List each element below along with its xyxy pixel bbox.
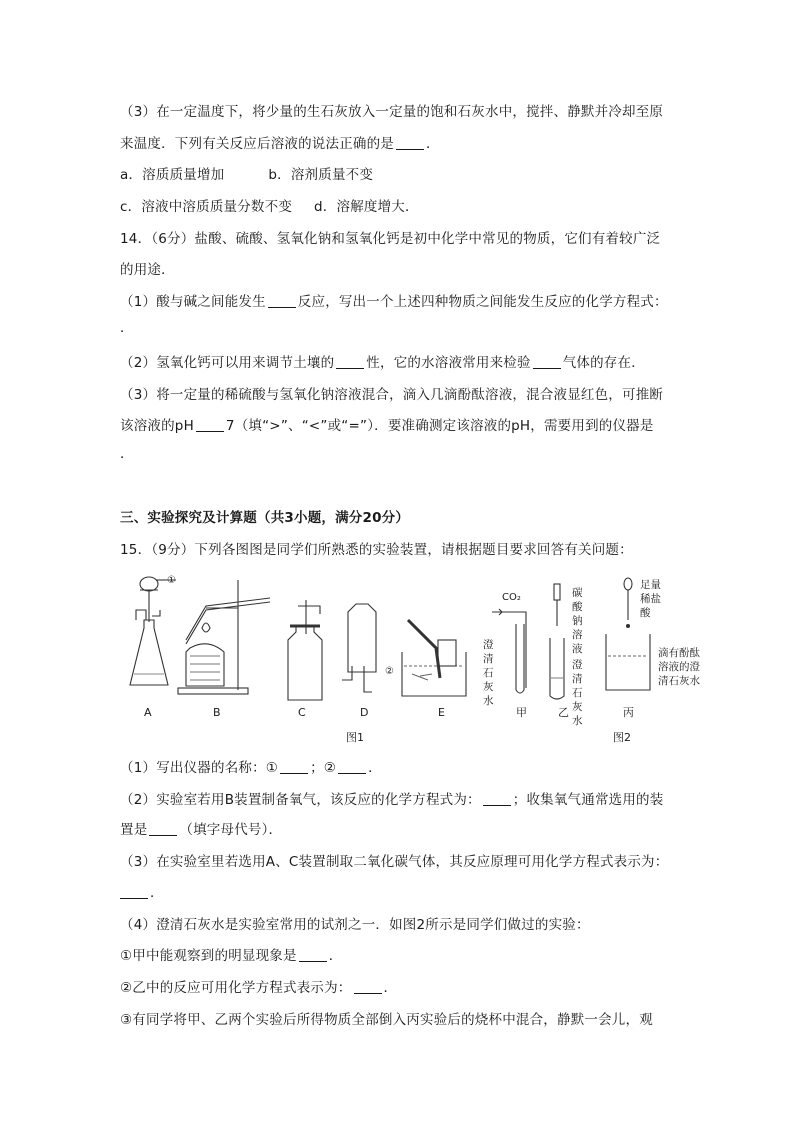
yi-dropper-label	[572, 586, 583, 655]
q15-part3-line1: （3）在实验室里若选用A、C装置制取二氧化碳气体，其反应原理可用化学方程式表示为：	[120, 854, 669, 870]
svg-text:足量: 足量	[640, 579, 661, 591]
svg-text:清石灰水: 清石灰水	[658, 675, 700, 687]
apparatus-b	[178, 580, 270, 694]
label-a: A	[144, 706, 152, 719]
svg-text:溶: 溶	[572, 629, 583, 641]
svg-text:灰: 灰	[572, 701, 583, 713]
apparatus-e	[402, 620, 466, 696]
label-b: B	[213, 706, 221, 719]
label-d: D	[360, 706, 369, 719]
q15-part3-line2	[120, 883, 164, 903]
answer-blank	[196, 417, 224, 432]
svg-text:溶液的澄: 溶液的澄	[658, 661, 700, 673]
figure2-caption: 图2	[613, 731, 631, 744]
q15-part4-i	[120, 946, 342, 966]
svg-text:灰: 灰	[483, 681, 494, 693]
svg-text:澄: 澄	[572, 659, 583, 671]
q15-part3-end: ．	[150, 885, 164, 901]
svg-text:石: 石	[572, 687, 583, 699]
q13-part3-line1: （3）在一定温度下，将少量的生石灰放入一定量的饱和石灰水中，搅拌、静默并冷却至原	[120, 104, 664, 120]
q14-stem-line2: 的用途．	[120, 262, 175, 278]
q14-part3-text2: 7（填“>”、“<”或“=”）．要准确测定该溶液的pH，需要用到的仪器是	[225, 418, 654, 434]
q14-part1-text2: 反应，写出一个上述四种物质之间能发生反应的化学方程式：	[297, 294, 668, 310]
svg-text:清: 清	[572, 673, 583, 685]
q15-part2-text4: （填字母代号）．	[179, 822, 283, 838]
q14-part1-text: （1）酸与碱之间能发生	[120, 294, 266, 310]
apparatus-a	[130, 577, 176, 685]
svg-text:石: 石	[483, 667, 494, 679]
co2-label: CO₂	[502, 592, 521, 603]
q15-part4-i-text: ①甲中能观察到的明显现象是	[120, 948, 297, 964]
answer-blank	[149, 821, 177, 836]
q13-option-d: d．溶解度增大．	[314, 199, 419, 215]
jia-reagent-label	[483, 639, 494, 707]
label-yi: 乙	[558, 706, 569, 719]
svg-text:滴有酚酞: 滴有酚酞	[658, 647, 700, 659]
svg-text:稀盐: 稀盐	[640, 593, 661, 605]
q15-part4-iii: ③有同学将甲、乙两个实验后所得物质全部倒入丙实验后的烧杯中混合，静默一会儿，观	[120, 1012, 653, 1028]
q15-part2-line1	[120, 790, 663, 810]
answer-blank	[268, 293, 296, 308]
q13-options-cd	[120, 197, 419, 217]
q14-part1-end: ．	[120, 320, 134, 336]
answer-blank	[396, 135, 424, 150]
answer-blank	[299, 947, 327, 962]
section3-heading: 三、实验探究及计算题（共3小题，满分20分）	[120, 510, 410, 526]
q13-part3-line2-text: 来温度．下列有关反应后溶液的说法正确的是	[120, 136, 394, 152]
answer-blank	[483, 791, 511, 806]
apparatus-jia	[492, 609, 526, 693]
figure1-caption: 图1	[346, 731, 364, 744]
svg-text:酸: 酸	[640, 607, 651, 619]
bing-dropper-label	[640, 579, 661, 619]
yi-tube-label	[572, 659, 583, 727]
q15-part4-ii-text: ②乙中的反应可用化学方程式表示为：	[120, 980, 352, 996]
q14-part3-line2	[120, 416, 654, 436]
label-c: C	[298, 706, 306, 719]
q15-part2-text: （2）实验室若用B装置制备氧气，该反应的化学方程式为：	[120, 792, 481, 808]
bing-beaker-label	[658, 646, 700, 687]
q15-part1-text: （1）写出仪器的名称：①	[120, 760, 279, 776]
q14-part3-end: ．	[120, 446, 134, 462]
q14-part2-text: （2）氢氧化钙可以用来调节土壤的	[120, 355, 335, 371]
q14-part2-text3: 气体的存在．	[562, 355, 645, 371]
q15-part4-ii	[120, 978, 397, 998]
label-e: E	[438, 706, 445, 719]
answer-blank	[120, 884, 148, 899]
svg-text:清: 清	[483, 653, 494, 665]
svg-text:水: 水	[572, 715, 583, 727]
q13-options-ab	[120, 165, 373, 185]
q14-part2-text2: 性，它的水溶液常用来检验	[366, 355, 531, 371]
apparatus-figure	[120, 570, 720, 746]
q14-part3-text: 该溶液的pH	[120, 418, 194, 434]
apparatus-c	[288, 600, 322, 700]
q14-part3-line1: （3）将一定量的稀硫酸与氢氧化钠溶液混合，滴入几滴酚酞溶液，混合液显红色，可推断	[120, 387, 664, 403]
q13-option-a: a．溶质质量增加	[120, 167, 225, 183]
q15-part2-text3: 置是	[120, 822, 148, 838]
answer-blank	[280, 759, 308, 774]
svg-text:水: 水	[483, 695, 494, 707]
q13-option-c: c．溶液中溶质质量分数不变	[120, 199, 293, 215]
answer-blank	[338, 759, 366, 774]
marker-2: ②	[385, 666, 394, 677]
svg-text:酸: 酸	[572, 601, 583, 613]
q15-intro: 15．（9分）下列各图图是同学们所熟悉的实验装置，请根据题目要求回答有关问题：	[120, 542, 633, 558]
q15-part4-intro: （4）澄清石灰水是实验室常用的试剂之一．如图2所示是同学们做过的实验：	[120, 917, 590, 933]
q15-part4-i-end: ．	[328, 948, 343, 964]
apparatus-yi	[550, 584, 564, 699]
q14-stem-line1: 14．（6分）盐酸、硫酸、氢氧化钠和氢氧化钙是初中化学中常见的物质，它们有着较广泛	[120, 231, 661, 247]
svg-text:碳: 碳	[572, 587, 583, 599]
q15-part2-text2: ；收集氧气通常选用的装	[512, 792, 664, 808]
svg-text:液: 液	[572, 643, 583, 655]
q14-part1	[120, 292, 668, 312]
q15-part1-text2: ；②	[310, 760, 337, 776]
q15-part2-line2	[120, 820, 282, 840]
answer-blank	[354, 979, 382, 994]
answer-blank	[336, 354, 364, 369]
answer-blank	[533, 354, 561, 369]
marker-1: ①	[167, 575, 176, 586]
q15-part1	[120, 758, 382, 778]
q14-part2	[120, 353, 645, 373]
svg-text:钠: 钠	[572, 615, 583, 627]
q15-part1-text3: ．	[368, 760, 382, 776]
q13-option-b: b．溶剂质量不变	[268, 167, 374, 183]
q13-part3-line2-end: ．	[426, 136, 440, 152]
apparatus-d	[342, 604, 376, 692]
svg-text:澄: 澄	[483, 639, 494, 651]
label-bing: 丙	[623, 706, 634, 719]
q13-part3-line2	[120, 134, 440, 154]
label-jia: 甲	[516, 706, 527, 719]
q15-part4-ii-end: ．	[383, 980, 398, 996]
